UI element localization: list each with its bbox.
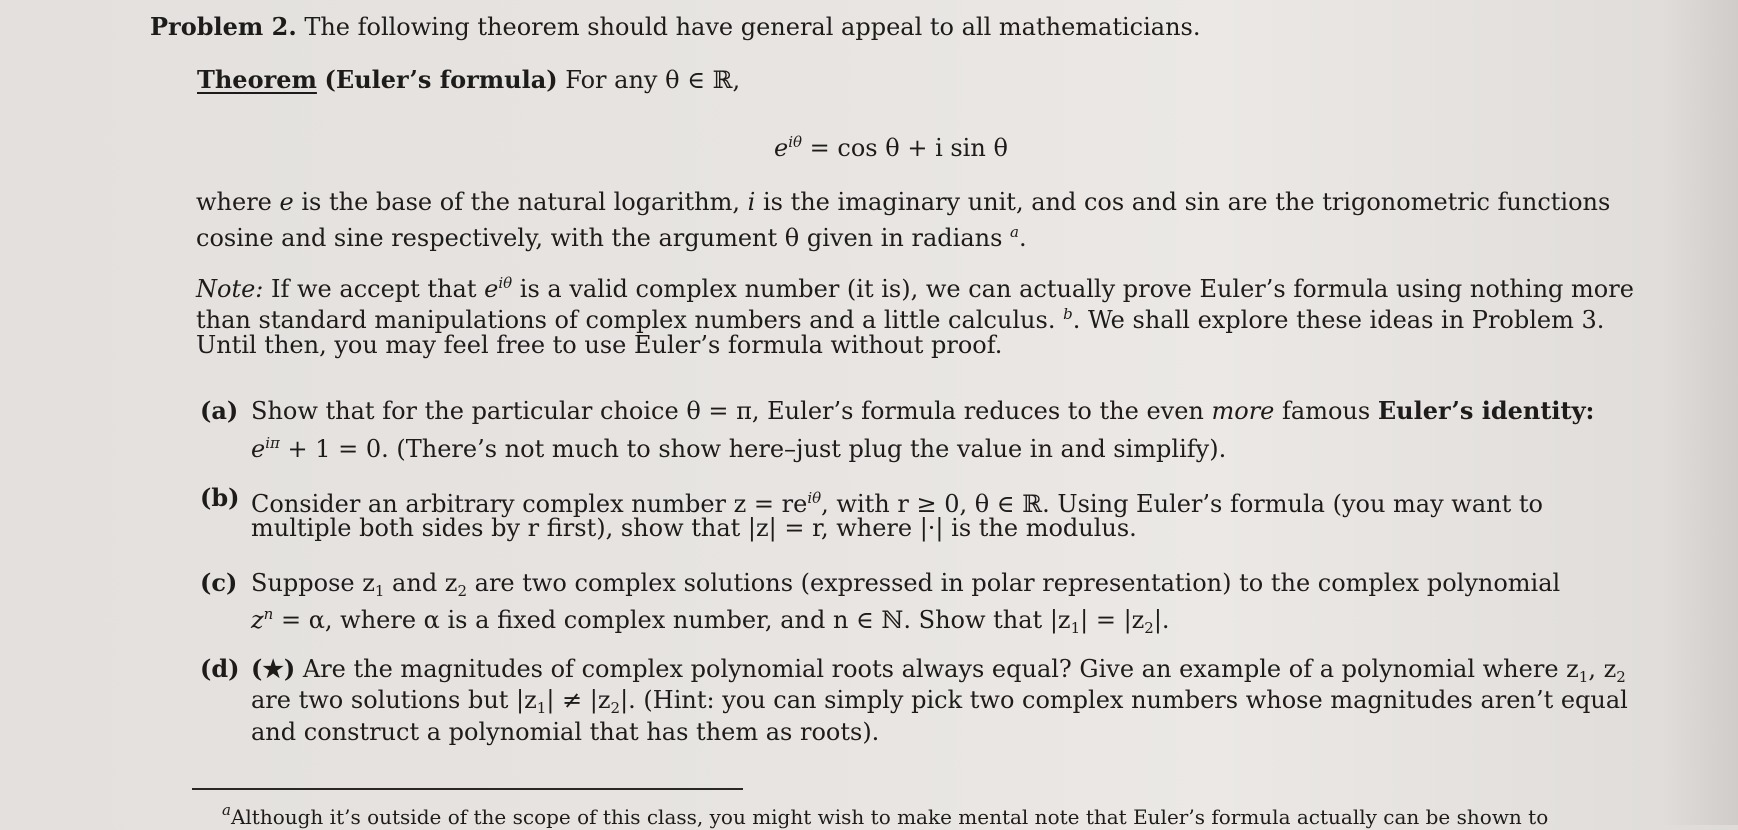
part-b-text: multiple both sides by r first), show that |z| = r, where |·| is the modulus.: [251, 514, 1137, 542]
where-text: is the base of the natural logarithm,: [293, 188, 748, 216]
note-text: If we accept that: [263, 275, 485, 303]
part-b-line-2: [251, 513, 1137, 543]
problem-intro: The following theorem should have general appeal to all mathematicians.: [304, 13, 1201, 41]
footnote-rule: [192, 788, 743, 790]
part-a-line-2: [251, 428, 1226, 464]
where-e: e: [279, 188, 294, 216]
problem-label: Problem 2.: [150, 12, 297, 41]
problem-heading-line: [150, 12, 1201, 42]
subscript: 1: [374, 582, 385, 600]
footnote-ref-a[interactable]: a: [1010, 223, 1019, 241]
part-d-line-3: [251, 717, 879, 747]
subscript: 2: [1616, 668, 1626, 686]
footnote-text: Although it’s outside of the scope of this class, you might wish to make mental note that Euler’s formula actually can be shown to: [230, 805, 1549, 829]
part-b-exp: iθ: [807, 489, 822, 507]
note-text: is a valid complex number (it is), we can actually prove Euler’s formula using nothing more: [512, 275, 1634, 303]
part-a-emphasis: more: [1211, 397, 1275, 425]
part-a-text: Show that for the particular choice θ = π, Euler’s formula reduces to the even: [251, 397, 1212, 425]
part-d-text: are two solutions but |z: [251, 686, 537, 714]
theorem-where-line-2: [196, 217, 1027, 253]
theorem-statement: For any θ ∈ ℝ,: [565, 66, 741, 94]
note-line-3: [196, 330, 1002, 360]
subscript: 1: [1578, 668, 1589, 686]
note-e: e: [484, 275, 499, 303]
part-d-text: and construct a polynomial that has them as roots).: [251, 718, 880, 746]
note-exp: iθ: [498, 274, 513, 292]
part-a-e: e: [251, 435, 266, 463]
part-c-exp: n: [263, 605, 274, 623]
formula-lhs-exp: iθ: [788, 133, 803, 151]
part-a-exp: iπ: [265, 434, 280, 452]
part-d-text: Are the magnitudes of complex polynomial roots always equal? Give an example of a polynomial where z: [295, 655, 1579, 683]
subscript: 2: [1144, 619, 1154, 637]
subscript: 2: [610, 699, 621, 717]
where-i: i: [747, 188, 756, 216]
part-d-text: | ≠ |z: [546, 686, 611, 714]
formula-rhs: = cos θ + i sin θ: [809, 134, 1008, 162]
subscript: 1: [1070, 619, 1081, 637]
part-b-text: , with r ≥ 0, θ ∈ ℝ. Using Euler’s formula (you may want to: [821, 490, 1543, 518]
part-c-text: |.: [1153, 606, 1170, 634]
part-a-text: famous: [1274, 397, 1378, 425]
part-d-text: |. (Hint: you can simply pick two complex numbers whose magnitudes aren’t equal: [620, 686, 1628, 714]
footnote-a: [222, 797, 1548, 830]
part-c-text: | = |z: [1080, 606, 1145, 634]
theorem-name: (Euler’s formula): [324, 65, 558, 94]
part-c-label: (c): [200, 568, 238, 597]
footnote-ref-b[interactable]: b: [1063, 305, 1073, 323]
subscript: 2: [457, 582, 467, 600]
where-text: .: [1019, 224, 1027, 252]
part-c-z: z: [251, 606, 264, 634]
note-text: Until then, you may feel free to use Euler’s formula without proof.: [196, 331, 1003, 359]
note-label: Note:: [196, 275, 264, 303]
euler-formula: [774, 127, 1008, 163]
part-c-text: and z: [384, 569, 458, 597]
subscript: 1: [536, 699, 547, 717]
theorem-where-line-1: [196, 187, 1610, 217]
where-text: is the imaginary unit, and cos and sin are the trigonometric functions: [755, 188, 1611, 216]
part-c-line-2: [251, 599, 1170, 643]
part-b-label: (b): [200, 483, 240, 512]
part-d-text: , z: [1588, 655, 1617, 683]
star-marker: (★): [251, 654, 296, 683]
part-d-label: (d): [200, 654, 240, 683]
part-a-line-1: [251, 396, 1594, 426]
note-text: . We shall explore these ideas in Problem 3.: [1072, 306, 1605, 334]
theorem-heading-line: [197, 65, 740, 95]
note-text: than standard manipulations of complex numbers and a little calculus.: [196, 306, 1064, 334]
part-a-text: + 1 = 0. (There’s not much to show here–just plug the value in and simplify).: [279, 435, 1227, 463]
theorem-label: Theorem: [197, 65, 317, 94]
footnote-mark: a: [222, 801, 231, 819]
where-text: cosine and sine respectively, with the argument θ given in radians: [196, 224, 1003, 252]
part-a-label: (a): [200, 396, 239, 425]
part-b-text: Consider an arbitrary complex number z = re: [251, 490, 808, 518]
part-c-text: are two complex solutions (expressed in polar representation) to the complex polynomial: [467, 569, 1561, 597]
where-text: where: [196, 188, 280, 216]
part-c-text: = α, where α is a fixed complex number, and n ∈ ℕ. Show that |z: [273, 606, 1071, 634]
page-edge-shadow: [1663, 0, 1738, 825]
part-c-text: Suppose z: [251, 569, 375, 597]
euler-identity-term: Euler’s identity:: [1377, 396, 1595, 425]
formula-lhs-base: e: [774, 134, 789, 162]
